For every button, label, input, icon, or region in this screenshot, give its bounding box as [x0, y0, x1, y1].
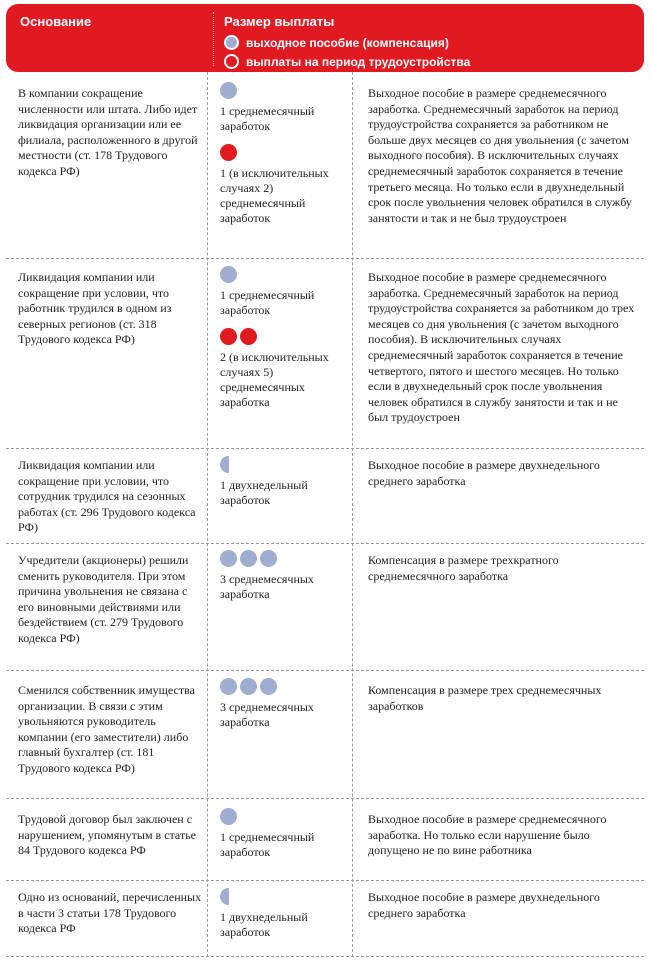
half-month-icon: [220, 456, 229, 473]
severance-month-icon: [260, 678, 277, 695]
row-description: Компенсация в размере трех среднемесячных заработков: [368, 683, 602, 713]
table-row: [6, 80, 644, 256]
employment-group: [220, 144, 350, 226]
row-basis: Сменился собственник имущества организации. В связи с этим увольняются руководитель компании (его заместители) либо главный бухгалтер (ст. 181 Трудового кодекса РФ): [18, 683, 195, 775]
severance-month-icon: [220, 82, 237, 99]
row-separator: [6, 543, 644, 544]
severance-group: [220, 266, 350, 318]
row-description: Выходное пособие в размере двухнедельного среднего заработка: [368, 890, 600, 920]
row-payment: [220, 456, 350, 518]
row-payment: [220, 550, 350, 612]
legend-severance-label: выходное пособие (компенсация): [246, 35, 449, 50]
row-description: Выходное пособие в размере среднемесячного заработка. Но только если нарушение было допущено не по вине работника: [368, 812, 607, 858]
row-basis: Ликвидация компании или сокращение при условии, что сотрудник трудился на сезонных работах (ст. 296 Трудового кодекса РФ): [18, 458, 196, 535]
table-row: [6, 802, 644, 878]
header-payment-title: Размер выплаты: [224, 14, 335, 29]
severance-month-icon: [220, 808, 237, 825]
table-header: [6, 4, 644, 72]
row-separator: [6, 258, 644, 259]
half-month-icon: [220, 888, 229, 905]
severance-amount: 1 среднемесячный заработок: [220, 288, 315, 317]
row-basis: Трудовой договор был заключен с нарушением, упомянутым в статье 84 Трудового кодекса РФ: [18, 812, 196, 858]
legend-severance: [224, 33, 470, 52]
row-separator: [6, 798, 644, 799]
row-payment: [220, 888, 350, 950]
severance-month-icon: [240, 678, 257, 695]
severance-dot-icon: [224, 35, 239, 50]
severance-amount: 1 среднемесячный заработок: [220, 104, 315, 133]
row-basis: Одно из оснований, перечисленных в части 3 статьи 178 Трудового кодекса РФ: [18, 890, 202, 936]
header-payment: [224, 14, 470, 71]
employment-month-icon: [220, 144, 237, 161]
severance-group: [220, 82, 350, 134]
row-description: Выходное пособие в размере среднемесячного заработка. Среднемесячный заработок на период трудоустройства сохраняется за работником до трех месяцев со дня увольнения (с зачетом выходного пособия). В исключительных случаях среднемесячный заработок сохраняется в течение четвертого, пятого и шестого месяцев. Но только если в двухнедельный срок после увольнения человек обратился в службу занятости и так и не был трудоустроен: [368, 270, 635, 425]
row-basis: В компании сокращение численности или штата. Либо идет ликвидация организации или ее филиала, расположенного в другой местности (ст. 178 Трудового кодекса РФ): [18, 86, 198, 178]
severance-amount: 1 двухнедельный заработок: [220, 478, 308, 507]
row-separator: [6, 448, 644, 449]
row-description: Выходное пособие в размере среднемесячного заработка. Среднемесячный заработок на период трудоустройства сохраняется за работником не больше двух месяцев со дня увольнения (с зачетом выходного пособия). В исключительных случаях среднемесячный заработок сохраняется в течение третьего месяца. Но только если в двухнедельный срок после увольнения человек обратился в службу занятости и так и не был трудоустроен: [368, 86, 632, 225]
severance-month-icon: [220, 266, 237, 283]
employment-dot-icon: [224, 54, 239, 69]
table-row: [6, 674, 644, 794]
row-description: Компенсация в размере трехкратного среднемесячного заработка: [368, 553, 559, 583]
header-basis: Основание: [20, 14, 92, 29]
severance-month-icon: [220, 550, 237, 567]
row-payment: [220, 266, 350, 420]
employment-amount: 1 (в исключительных случаях 2) среднемесячный заработок: [220, 166, 329, 225]
employment-month-icon: [240, 328, 257, 345]
table-row: [6, 884, 644, 956]
employment-amount: 2 (в исключительных случаях 5) среднемесячных заработка: [220, 350, 329, 409]
severance-month-icon: [240, 550, 257, 567]
severance-amount: 3 среднемесячных заработка: [220, 700, 314, 729]
employment-month-icon: [220, 328, 237, 345]
row-separator: [6, 956, 644, 957]
severance-amount: 1 среднемесячный заработок: [220, 830, 315, 859]
severance-month-icon: [260, 550, 277, 567]
row-basis: Учредители (акционеры) решили сменить руководителя. При этом причина увольнения не связана с его виновными действиями или бездействием (ст. 279 Трудового кодекса РФ): [18, 553, 189, 645]
employment-group: [220, 328, 350, 410]
severance-amount: 1 двухнедельный заработок: [220, 910, 308, 939]
row-separator: [6, 670, 644, 671]
severance-amount: 3 среднемесячных заработка: [220, 572, 314, 601]
row-separator: [6, 880, 644, 881]
row-payment: [220, 678, 350, 740]
severance-month-icon: [220, 678, 237, 695]
row-description: Выходное пособие в размере двухнедельного среднего заработка: [368, 458, 600, 488]
header-divider: [213, 12, 214, 66]
legend-employment: [224, 52, 470, 71]
table-row: [6, 546, 644, 666]
legend-employment-label: выплаты на период трудоустройства: [246, 54, 471, 69]
row-payment: [220, 82, 350, 236]
table-row: [6, 452, 644, 538]
table-row: [6, 262, 644, 444]
row-basis: Ликвидация компании или сокращение при условии, что работник трудился в одном из северных регионов (ст. 318 Трудового кодекса РФ): [18, 270, 172, 347]
row-payment: [220, 808, 350, 870]
